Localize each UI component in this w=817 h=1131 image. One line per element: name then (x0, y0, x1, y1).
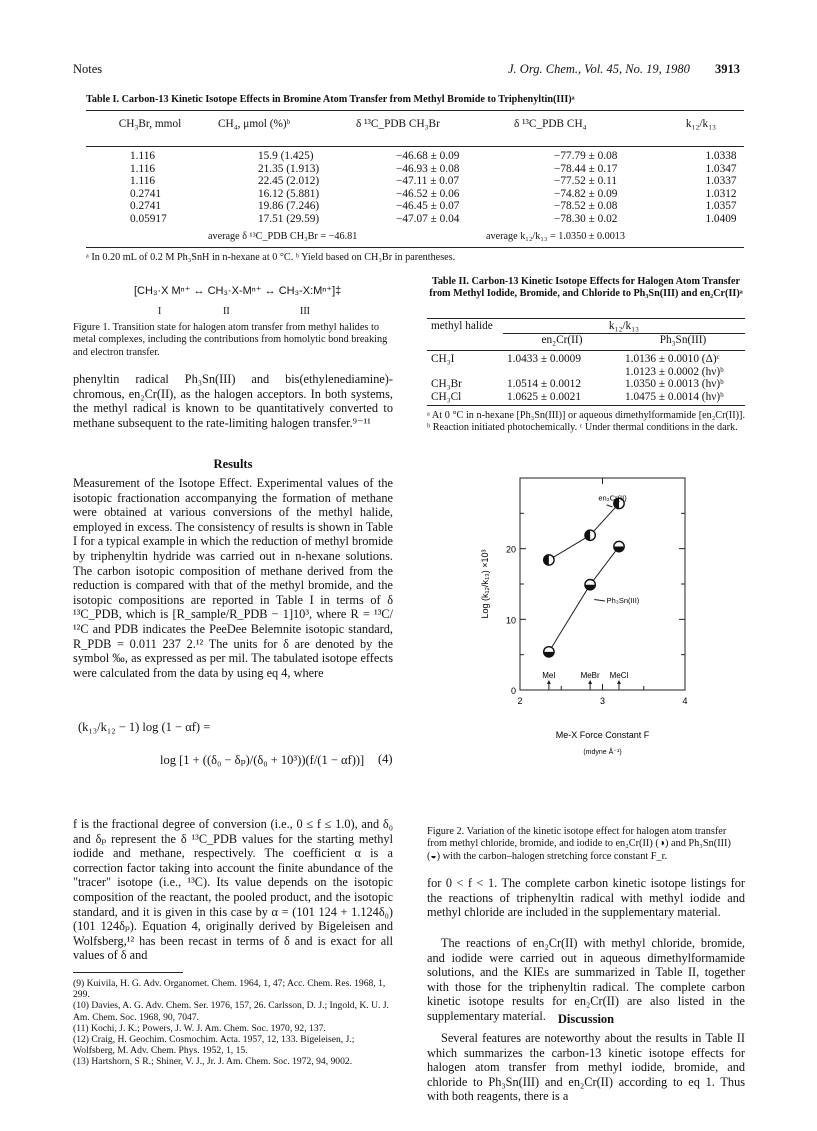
table2-header-row (427, 333, 745, 346)
chart-plot (480, 478, 688, 756)
category-arrowhead (588, 680, 592, 684)
cell: 1.0337 (705, 175, 737, 187)
equation4-line2: log [1 + ((δ₀ − δₚ)/(δ₀ + 10³))(f/(1 − αf))] (160, 753, 365, 767)
table1-body (86, 150, 744, 225)
equation4-number: (4) (378, 752, 393, 766)
y-tick-label: 20 (505, 544, 516, 555)
table1-header-row (86, 118, 744, 131)
figure2-chart (470, 458, 710, 818)
cell: 1.116 (130, 162, 155, 175)
table2-col-halide: methyl halide (431, 320, 493, 332)
figure1-caption: Figure 1. Transition state for halogen atom transfer from methyl halides to metal complexes, including the contributions from homolytic bond breaking and electron transfer. (73, 322, 388, 358)
cell: 1.0625 ± 0.0021 (507, 390, 581, 403)
table-row (86, 150, 744, 163)
x-tick-label: 3 (599, 696, 606, 706)
footnote-9: (9) Kuivila, H. G. Adv. Organomet. Chem. 1964, 1, 47; Acc. Chem. Res. 1968, 1, 299. (73, 978, 386, 1001)
table2-footnote: ᵃ At 0 °C in n-hexane [Ph₃Sn(III)] or aqueous dimethylformamide [en₂Cr(II)]. ᵇ Reaction initiated photochemically. ᶜ Under thermal conditions in the dark. (427, 410, 745, 434)
cell: −77.52 ± 0.11 (554, 175, 617, 187)
table-row (427, 391, 745, 404)
y-tick-label: 0 (510, 686, 516, 696)
table-row (86, 200, 744, 213)
table2-title: Table II. Carbon-13 Kinetic Isotope Effects for Halogen Atom Transfer from Methyl Iodide, Bromide, and Chloride to Ph₃Sn(III) and en₂Cr(II)ᵃ (429, 276, 743, 300)
table-row (86, 163, 744, 176)
category-label: MeI (542, 671, 556, 680)
cell: −77.79 ± 0.08 (554, 150, 618, 162)
table-row (86, 213, 744, 226)
cell: CH₃Cl (431, 390, 462, 403)
left-paragraph-3: f is the fractional degree of conversion (i.e., 0 ≤ f ≤ 1.0), and δ₀ and δₚ represent the δ ¹³C_PDB values for the starting methyl iodide and methane, respectively. The coefficient α is a correction factor taking into account the finite abundance of the "tracer" isotope (i.e., ¹³C). Its value depends on the isotopic composition of the reactant, the pooled product, and the isotopic standard, and it is given in this case by α = (101 124 + 1.124δ₀)(101 124δₚ). Equation 4, originally derived by Bigeleisen and Wolfsberg,¹² has been recast in terms of δ and is exact for all values of δ and (73, 817, 393, 963)
figure1-label-ii: II (223, 306, 230, 317)
cell: CH₃Br (431, 378, 462, 390)
table1-footnote: ᵃ In 0.20 mL of 0.2 M Ph₃SnH in n-hexane at 0 °C. ᵇ Yield based on CH₃Br in parentheses. (86, 252, 456, 263)
cell: −47.07 ± 0.04 (396, 212, 460, 225)
table2-header-rule (427, 350, 745, 351)
table1-col-ch4: CH₄, μmol (%)ᵇ (218, 118, 291, 130)
figure1-scheme: [CH₃·X Mⁿ⁺ ↔ CH₃·X-Mⁿ⁺ ↔ CH₃-X:Mⁿ⁺]‡ (134, 285, 342, 297)
table1-col-ch3br: CH₃Br, mmol (118, 118, 182, 130)
plot-frame (520, 478, 685, 690)
table1-average-delta: average δ ¹³C_PDB CH₃Br = −46.81 (208, 231, 358, 242)
cell: 15.9 (1.425) (258, 150, 314, 162)
table2-col-cr: en₂Cr(II) (541, 333, 583, 346)
table2-group-header: k₁₂/k₁₃ (503, 320, 745, 333)
footnote-12: (12) Craig, H. Geochim. Cosmochim. Acta. 1957, 12, 133. Bigeleisen, J.; Wolfsberg, M. Adv. Chem. Phys. 1952, 1, 15. (73, 1034, 355, 1057)
figure1-label-iii: III (300, 306, 310, 317)
running-head-left: Notes (73, 62, 103, 76)
x-tick-label: 4 (682, 696, 688, 706)
footnote-rule (73, 972, 183, 973)
left-paragraph-2: Measurement of the Isotope Effect. Experimental values of the isotopic fractionation accompanying the formation of methane were obtained at various conversions of the methyl halide, employed in excess. The consistency of results is shown in Table I for a typical example in which the reduction of methyl bromide by triphenyltin hydride was carried out in n-hexane solutions. The carbon isotopic composition of methane derived from the reduction is compared with that of the methyl bromide, and the isotopic compositions are reported in Table I in terms of δ ¹³C_PDB, which is [R_sample/R_PDB − 1]10³, where R = ¹³C/¹²C and PDB indicates the PeeDee Belemnite isotopic standard, R_PDB = 0.011 237 2.¹² The units for δ are denoted by the symbol ‰, as expressed as per mil. The tabulated isotope effects were calculated from the data by using eq 4, where (73, 476, 393, 680)
table-row (427, 353, 745, 378)
figure1-label-i: I (158, 306, 162, 317)
x-axis-unit: (mdyne Å⁻¹) (583, 749, 622, 756)
left-paragraph-1: phenyltin radical Ph₃Sn(III) and bis(ethylenediamine)-chromous, en₂Cr(II), as the halogen acceptors. In both systems, the methyl radical is known to be quantitatively converted to methane subsequent to the rate-limiting halogen transfer.⁹⁻¹¹ (73, 372, 393, 430)
cell: −46.68 ± 0.09 (396, 150, 460, 162)
discussion-heading: Discussion (557, 1012, 615, 1026)
cell: 0.2741 (130, 187, 162, 200)
cell: 19.86 (7.246) (258, 200, 320, 212)
footnote-13: (13) Hartshorn, S R.; Shiner, V. J., Jr. J. Am. Chem. Soc. 1972, 94, 9002. (73, 1056, 353, 1068)
series-label-pointer (607, 505, 613, 507)
right-paragraph-2: The reactions of en₂Cr(II) with methyl chloride, bromide, and iodide were carried out in aqueous dimethylformamide solutions, and the KIEs are summarized in Table II, together with those for the triphenyltin radical. The complete carbon kinetic isotope results for en₂Cr(II) are also listed in the supplementary material. (427, 936, 745, 1023)
category-label: MeCl (609, 671, 629, 680)
cell: −78.44 ± 0.17 (554, 162, 618, 175)
cell: 1.0433 ± 0.0009 (507, 353, 581, 365)
x-axis-label: Me-X Force Constant F (555, 730, 650, 740)
right-paragraph-3: Several features are noteworthy about the results in Table II which summarizes the carbon-13 kinetic isotope effects for halogen atom transfer from methyl iodide, bromide, and chloride to Ph₃Sn(III) and en₂Cr(II) according to eq 1. Thus with both reagents, there is a (427, 1031, 745, 1104)
series-label-pointer (594, 600, 605, 601)
table1-col-delta-ch4: δ ¹³C_PDB CH₄ (514, 118, 587, 130)
cell: 1.0312 (705, 187, 737, 200)
cell: 1.116 (130, 150, 155, 162)
cell: 1.0338 (705, 150, 737, 162)
table-row (86, 188, 744, 201)
journal-citation: J. Org. Chem., Vol. 45, No. 19, 1980 (508, 62, 690, 76)
table2-group-row (427, 320, 745, 333)
cell: −78.30 ± 0.02 (554, 212, 618, 225)
cell: 1.116 (130, 175, 155, 187)
right-paragraph-1: for 0 < f < 1. The complete carbon kinetic isotope listings for the reactions of triphenyltin radical with methyl iodide and methyl chloride are included in the supplementary material. (427, 876, 745, 920)
footnote-11: (11) Kochi, J. K.; Powers, J. W. J. Am. Chem. Soc. 1970, 92, 137. (73, 1022, 326, 1034)
y-axis-label: Log (k₁₂/k₁₃) ×10³ (480, 549, 490, 619)
table2-top-rule (427, 318, 745, 319)
x-tick-label: 2 (517, 696, 523, 706)
cell: 1.0347 (705, 162, 737, 175)
category-label: MeBr (580, 671, 600, 680)
footnote-10: (10) Davies, A. G. Adv. Chem. Ser. 1976, 157, 26. Carlsson, D. J.; Ingold, K. U. J. Am. Chem. Soc. 1968, 90, 7047. (73, 1000, 389, 1023)
category-arrowhead (547, 680, 551, 684)
table1-header-rule (86, 146, 744, 147)
cell: −78.52 ± 0.08 (554, 200, 618, 212)
cell: 1.0350 ± 0.0013 (hν)ᵇ (625, 378, 724, 390)
cell: 1.0475 ± 0.0014 (hν)ᵇ (625, 390, 724, 403)
cell-line: 1.0123 ± 0.0002 (hν)ᵇ (625, 365, 724, 378)
cell: −74.82 ± 0.09 (554, 187, 618, 200)
cell (621, 353, 745, 378)
cell: 0.05917 (130, 212, 167, 225)
cell: 16.12 (5.881) (258, 187, 320, 200)
cell: 1.0514 ± 0.0012 (507, 378, 581, 390)
equation4-line1: (k₁₃/k₁₂ − 1) log (1 − αf) = (78, 720, 211, 734)
series-label-ph3sn: Ph₃Sn(III) (606, 596, 640, 606)
table-row (427, 378, 745, 391)
table1-top-rule (86, 110, 744, 111)
table2-body (427, 353, 745, 403)
table1-col-kie: k₁₂/k₁₃ (685, 118, 717, 130)
cell: CH₃I (431, 353, 455, 365)
cell: 1.0409 (705, 212, 737, 225)
series-line (549, 503, 619, 560)
table2-col-sn: Ph₃Sn(III) (659, 333, 707, 346)
cell: 21.35 (1.913) (258, 162, 320, 175)
table1 (86, 118, 744, 131)
cell: −47.11 ± 0.07 (396, 175, 459, 187)
page-number: 3913 (715, 62, 740, 76)
results-heading: Results (213, 457, 253, 471)
figure2-caption: Figure 2. Variation of the kinetic isotope effect for halogen atom transfer from methyl chloride, bromide, and iodide to en₂Cr(II) (◑) and Ph₃Sn(III) (◒) with the carbon–halogen stretching force constant F_r. (427, 826, 731, 862)
table-row (86, 175, 744, 188)
cell: 0.2741 (130, 200, 162, 212)
footnotes (73, 978, 393, 1068)
table1-bottom-rule (86, 247, 744, 248)
cell: −46.93 ± 0.08 (396, 162, 460, 175)
table1-col-delta-ch3br: δ ¹³C_PDB CH₃Br (356, 118, 440, 130)
cell: 1.0357 (705, 200, 737, 212)
table1-average-kie: average k₁₂/k₁₃ = 1.0350 ± 0.0013 (486, 231, 625, 242)
category-arrowhead (617, 680, 621, 684)
table2-spacer (427, 333, 503, 346)
cell: 17.51 (29.59) (258, 212, 320, 225)
cell: 22.45 (2.012) (258, 175, 320, 187)
cell-line: 1.0136 ± 0.0010 (Δ)ᶜ (625, 353, 720, 365)
cell: −46.52 ± 0.06 (396, 187, 460, 200)
cell: −46.45 ± 0.07 (396, 200, 460, 212)
table2-bottom-rule (427, 405, 745, 406)
y-tick-label: 10 (505, 615, 516, 626)
series-label-en2cr: en₂Cr(II) (598, 493, 627, 503)
table2 (427, 320, 745, 346)
table1-title: Table I. Carbon-13 Kinetic Isotope Effects in Bromine Atom Transfer from Methyl Bromide to Triphenyltin(III)ᵃ (86, 94, 575, 105)
